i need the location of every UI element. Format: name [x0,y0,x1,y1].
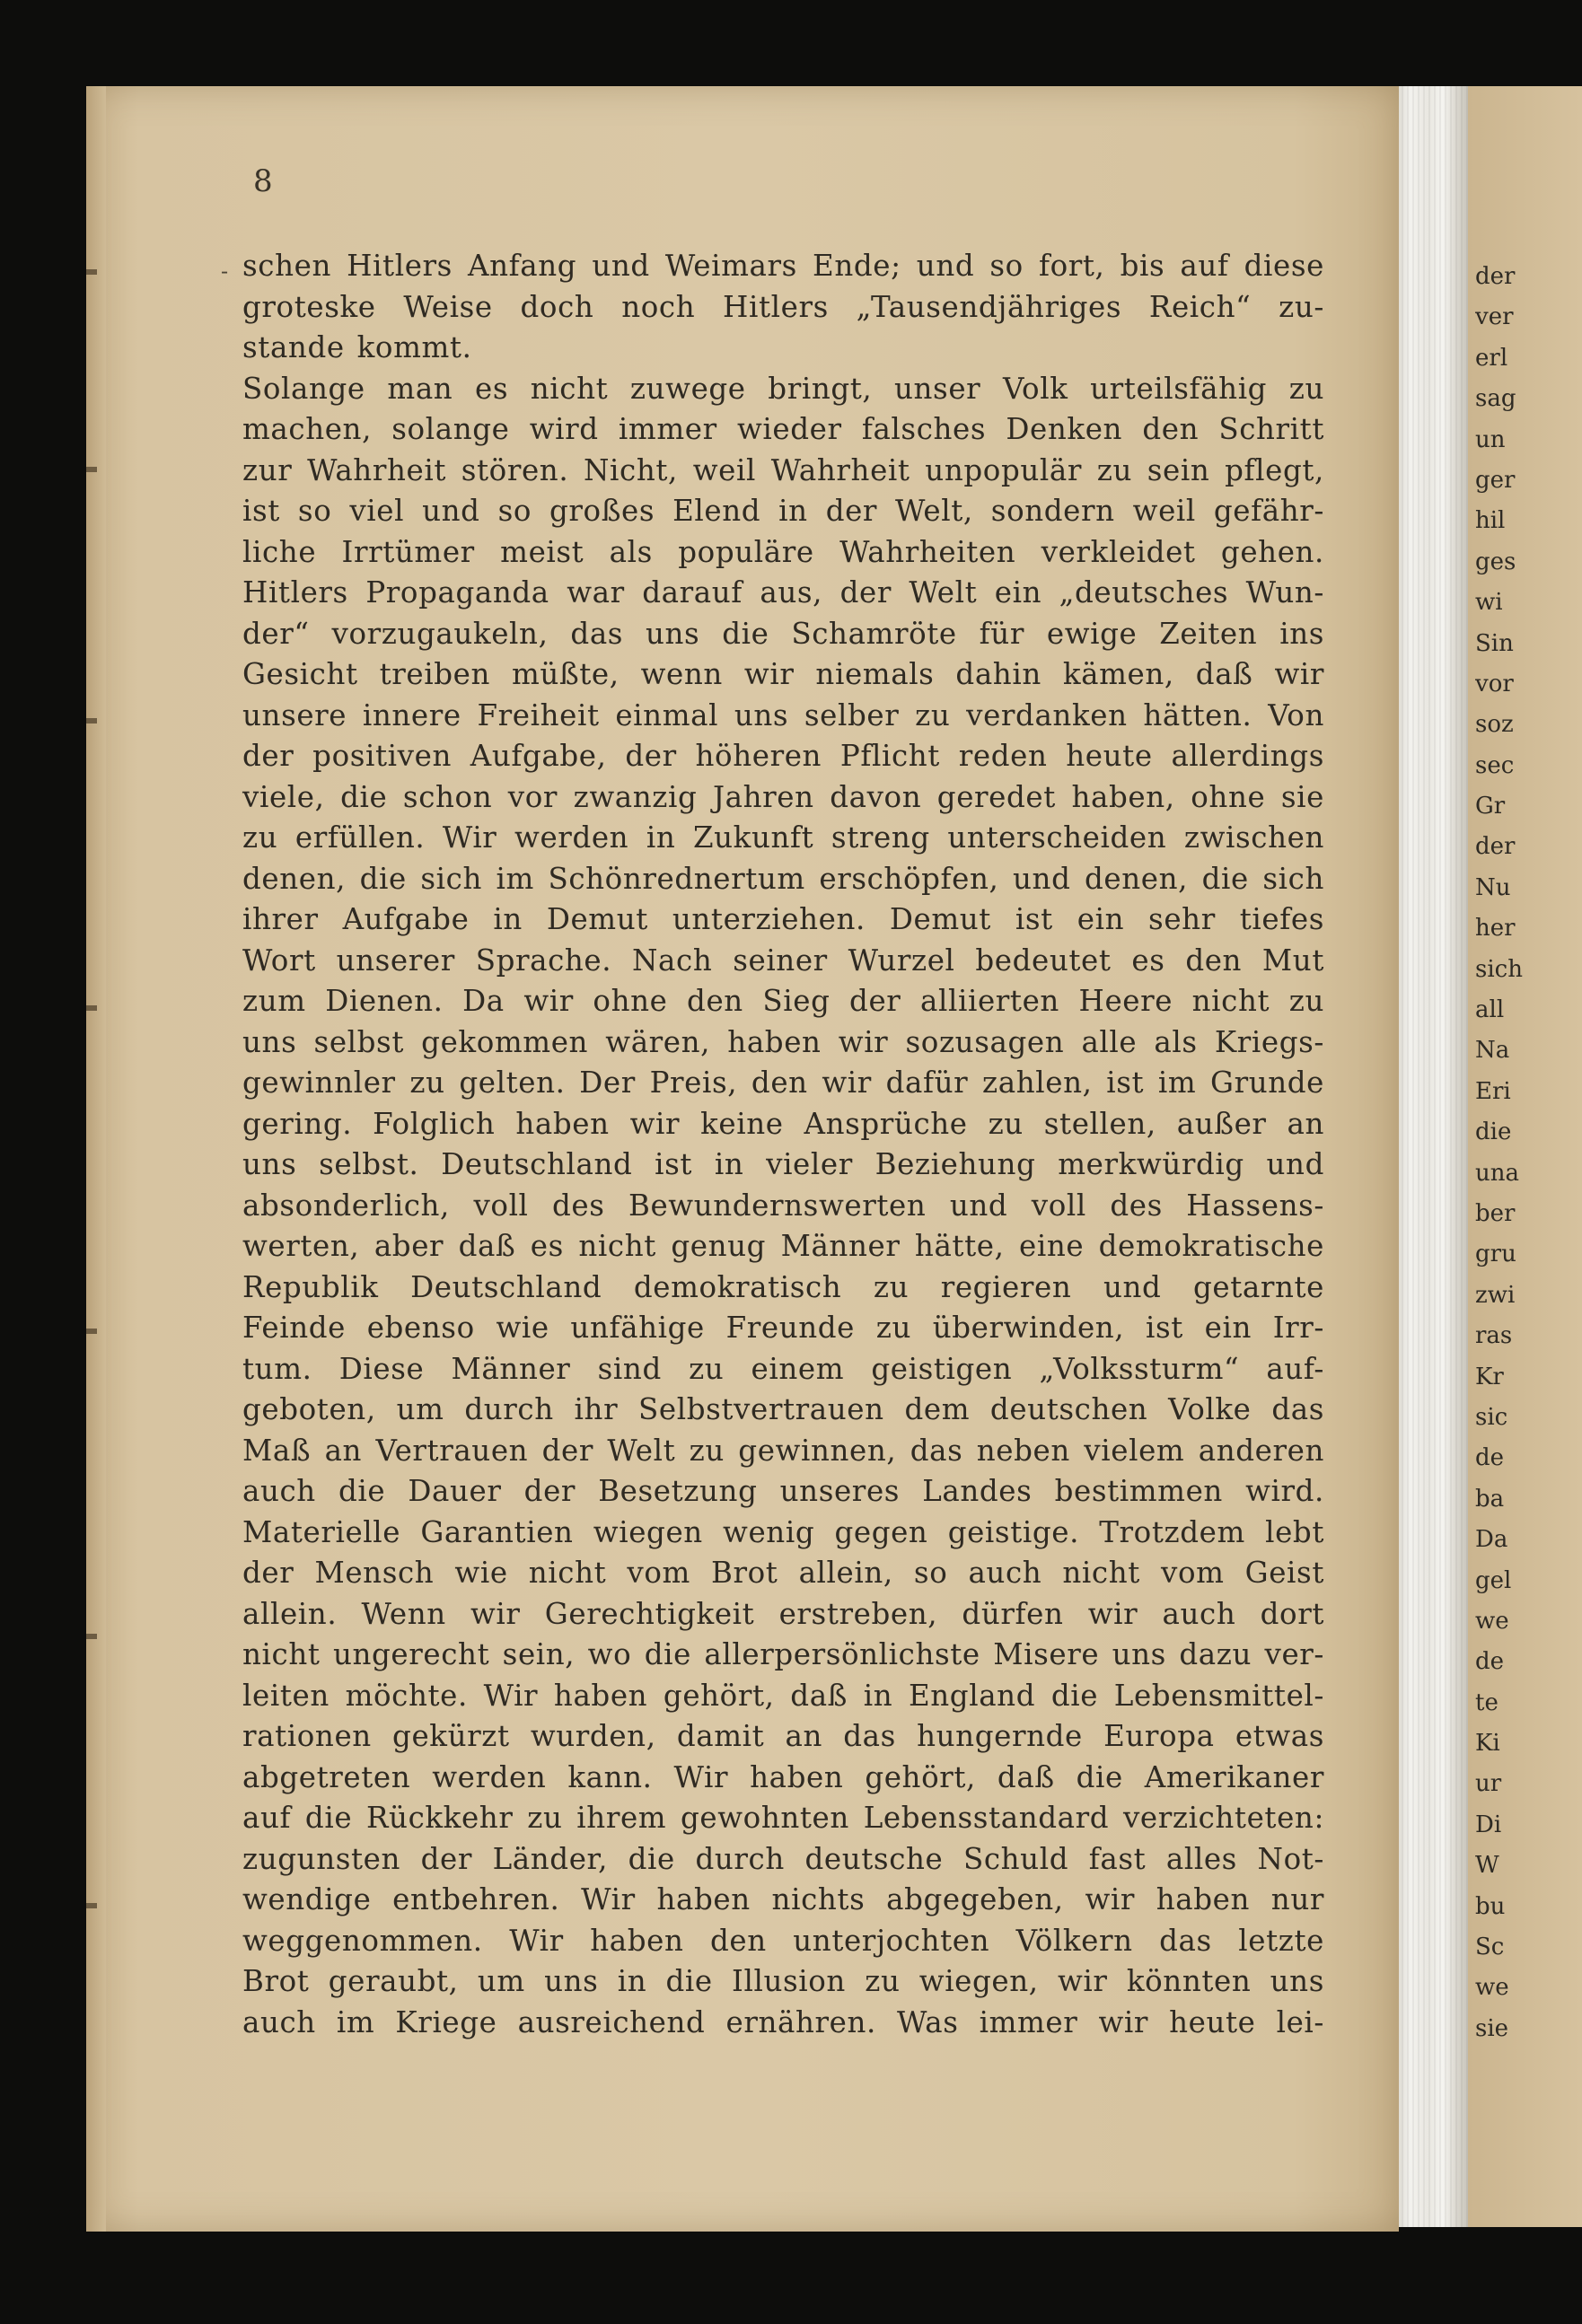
text-line: Wort unserer Sprache. Nach seiner Wurzel bedeutet es den Mut [242,943,1324,978]
facing-page-fragment: Kr [1475,1363,1504,1390]
facing-page-fragment: de [1475,1648,1505,1676]
page-block-edge [1396,86,1468,2227]
scan-mark [86,1005,97,1011]
text-line: Republik Deutschland demokratisch zu regieren und getarnte [242,1269,1324,1304]
text-line: der“ vorzugaukeln, das uns die Schamröte für ewige Zeiten ins [242,616,1324,651]
facing-page-fragment: erl [1475,344,1508,372]
text-line: viele, die schon vor zwanzig Jahren davon geredet haben, ohne sie [242,779,1324,814]
facing-page [1468,86,1582,2227]
facing-page-fragment: sich [1475,955,1523,983]
text-line: zu erfüllen. Wir werden in Zukunft streng unterscheiden zwischen [242,820,1324,855]
text-line: leiten möchte. Wir haben gehört, daß in England die Lebensmittel- [242,1678,1324,1713]
text-line: rationen gekürzt wurden, damit an das hungernde Europa etwas [242,1719,1324,1753]
facing-page-fragment: sag [1475,385,1516,413]
text-line: zur Wahrheit stören. Nicht, weil Wahrheit unpopulär zu sein pflegt, [242,452,1324,487]
scan-mark [86,269,97,275]
page-number: 8 [253,163,274,199]
text-line: weggenommen. Wir haben den unterjochten Völkern das letzte [242,1923,1324,1958]
facing-page-fragment: soz [1475,711,1514,739]
text-line: nicht ungerecht sein, wo die allerpersönlichste Misere uns dazu ver- [242,1637,1324,1671]
text-line: groteske Weise doch noch Hitlers „Tausendjähriges Reich“ zu- [242,289,1324,324]
facing-page-fragment: de [1475,1444,1505,1472]
text-line: wendige entbehren. Wir haben nichts abgegeben, wir haben nur [242,1882,1324,1916]
text-line: absonderlich, voll des Bewundernswerten und voll des Hassens- [242,1188,1324,1223]
text-line: werten, aber daß es nicht genug Männer hätte, eine demokratische [242,1229,1324,1263]
text-line: der Mensch wie nicht vom Brot allein, so auch nicht vom Geist [242,1556,1324,1590]
facing-page-fragment: ber [1475,1199,1516,1227]
text-line: Brot geraubt, um uns in die Illusion zu wiegen, wir könnten uns [242,1964,1324,1998]
text-line: auch die Dauer der Besetzung unseres Landes bestimmen wird. [242,1474,1324,1508]
text-line: Maß an Vertrauen der Welt zu gewinnen, das neben vielem anderen [242,1433,1324,1468]
text-line: Gesicht treiben müßte, wenn wir niemals dahin kämen, daß wir [242,657,1324,691]
facing-page-fragment: Di [1475,1811,1502,1838]
facing-page-fragment: un [1475,425,1506,453]
text-line: denen, die sich im Schönrednertum erschöpfen, und denen, die sich [242,861,1324,896]
text-line: geboten, um durch ihr Selbstvertrauen dem deutschen Volke das [242,1392,1324,1426]
facing-page-fragment: der [1475,263,1516,290]
text-line: stande kommt. [242,330,472,364]
facing-page-fragment: we [1475,1607,1509,1635]
scan-mark [86,1634,97,1639]
text-line: zum Dienen. Da wir ohne den Sieg der alliierten Heere nicht zu [242,984,1324,1018]
facing-page-fragment: sec [1475,751,1515,779]
facing-page-fragment: Eri [1475,1077,1511,1105]
text-line: Hitlers Propaganda war darauf aus, der Welt ein „deutsches Wun- [242,575,1324,610]
facing-page-fragment: ras [1475,1322,1513,1350]
text-line: der positiven Aufgabe, der höheren Pflicht reden heute allerdings [242,739,1324,773]
text-line: Materielle Garantien wiegen wenig gegen geistige. Trotzdem lebt [242,1514,1324,1549]
facing-page-fragment: ba [1475,1485,1505,1513]
text-line: uns selbst gekommen wären, haben wir sozusagen alle als Kriegs- [242,1024,1324,1059]
text-line: tum. Diese Männer sind zu einem geistigen „Volkssturm“ auf- [242,1351,1324,1386]
facing-page-fragment: ges [1475,548,1516,575]
text-line: auf die Rückkehr zu ihrem gewohnten Lebensstandard verzichteten: [242,1801,1324,1835]
facing-page-fragment: we [1475,1974,1509,2002]
page-gutter-edge [86,86,106,2232]
facing-page-fragment: sic [1475,1403,1508,1431]
margin-dash: - [221,259,229,284]
facing-page-fragment: Sin [1475,629,1514,657]
facing-page-fragment: Sc [1475,1934,1505,1961]
scan-mark [86,467,97,472]
facing-page-fragment: Nu [1475,873,1511,901]
text-line: uns selbst. Deutschland ist in vieler Beziehung merkwürdig und [242,1147,1324,1181]
facing-page-fragment: ur [1475,1770,1502,1798]
facing-page-fragment: bu [1475,1892,1506,1920]
facing-page-fragment: die [1475,1118,1512,1146]
facing-page-fragment: Gr [1475,793,1506,820]
scan-mark [86,1903,97,1908]
facing-page-fragment: all [1475,996,1505,1024]
facing-page-fragment: te [1475,1688,1499,1716]
facing-page-fragment: wi [1475,589,1503,617]
scan-mark [86,718,97,724]
text-line: ist so viel und so großes Elend in der Welt, sondern weil gefähr- [242,494,1324,528]
facing-page-fragment: W [1475,1852,1499,1880]
text-line: zugunsten der Länder, die durch deutsche Schuld fast alles Not- [242,1841,1324,1876]
facing-page-fragment: una [1475,1159,1519,1187]
facing-page-fragment: ver [1475,303,1514,331]
text-line: Feinde ebenso wie unfähige Freunde zu überwinden, ist ein Irr- [242,1311,1324,1345]
text-line: auch im Kriege ausreichend ernähren. Was immer wir heute lei- [242,2004,1324,2039]
body-text [242,246,1324,2043]
text-line: allein. Wenn wir Gerechtigkeit erstreben, dürfen wir auch dort [242,1596,1324,1631]
facing-page-fragment: her [1475,915,1516,943]
facing-page-fragment: der [1475,833,1516,861]
facing-page-fragment: Na [1475,1037,1510,1065]
text-line: Solange man es nicht zuwege bringt, unser Volk urteilsfähig zu [242,371,1324,406]
text-line: ihrer Aufgabe in Demut unterziehen. Demut ist ein sehr tiefes [242,902,1324,936]
facing-page-fragment: vor [1475,670,1514,697]
text-line: machen, solange wird immer wieder falsches Denken den Schritt [242,412,1324,446]
facing-page-fragment: gru [1475,1241,1516,1268]
text-line: schen Hitlers Anfang und Weimars Ende; und so fort, bis auf diese [242,249,1324,283]
facing-page-fragment: gel [1475,1566,1512,1594]
text-line: gering. Folglich haben wir keine Ansprüche zu stellen, außer an [242,1106,1324,1141]
facing-page-fragment: Da [1475,1526,1508,1554]
facing-page-fragment: Ki [1475,1730,1500,1758]
facing-page-fragment: hil [1475,507,1506,535]
facing-page-fragment: zwi [1475,1281,1516,1309]
text-line: abgetreten werden kann. Wir haben gehört, daß die Amerikaner [242,1759,1324,1794]
text-line: liche Irrtümer meist als populäre Wahrheiten verkleidet gehen. [242,534,1324,569]
facing-page-fragment: ger [1475,466,1516,494]
facing-page-fragments [1475,257,1582,2049]
facing-page-fragment: sie [1475,2014,1509,2042]
scan-mark [86,1329,97,1334]
text-line: gewinnler zu gelten. Der Preis, den wir dafür zahlen, ist im Grunde [242,1066,1324,1100]
text-line: unsere innere Freiheit einmal uns selber zu verdanken hätten. Von [242,697,1324,732]
